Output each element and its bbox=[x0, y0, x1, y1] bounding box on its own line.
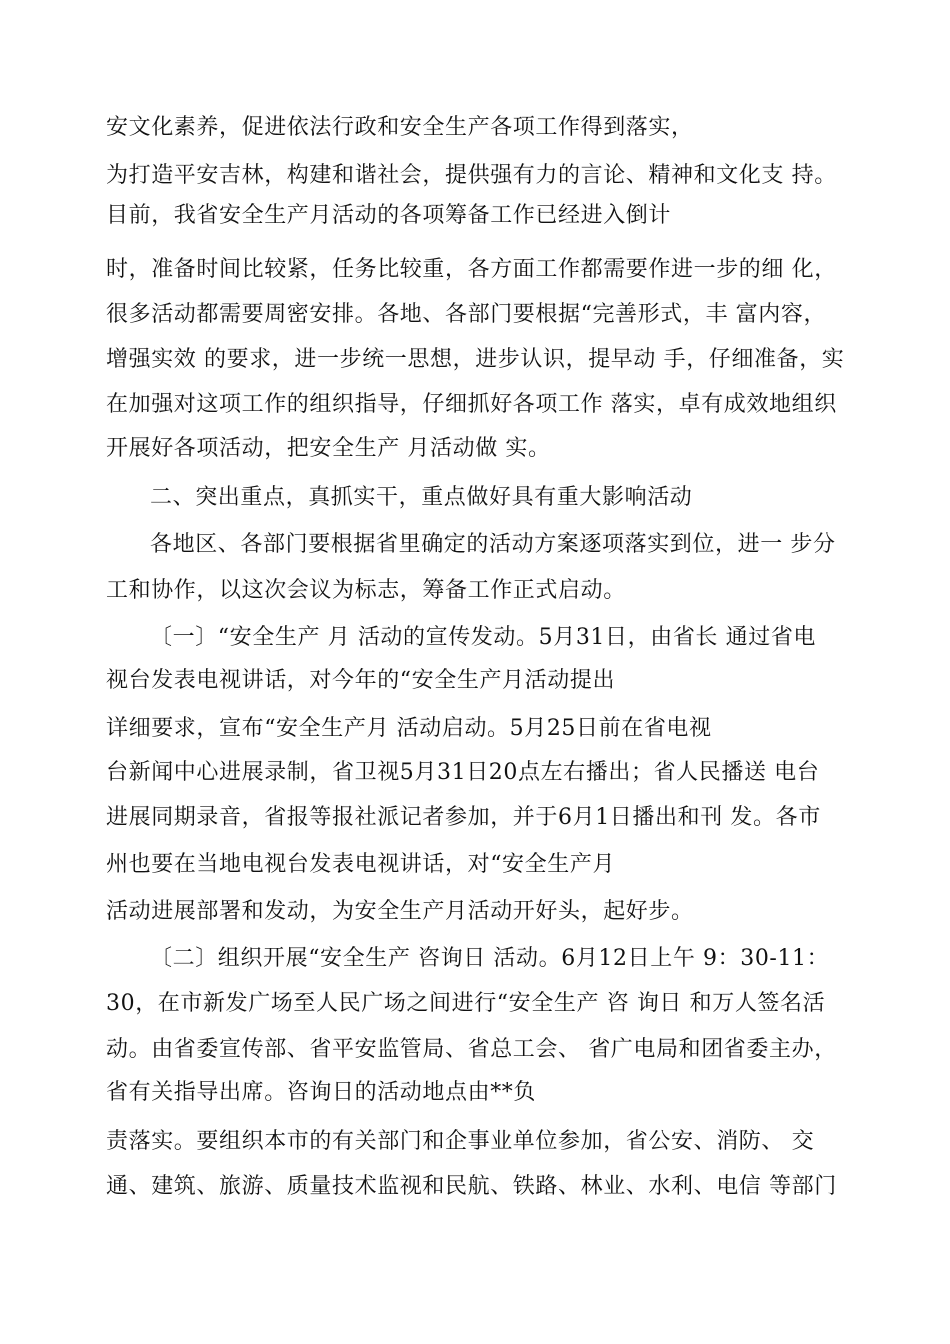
text-line: 活动进展部署和发动，为安全生产月活动开好头，起好步。 bbox=[106, 899, 694, 924]
text-line: 目前，我省安全生产月活动的各项筹备工作已经进入倒计 bbox=[106, 203, 672, 228]
text-line: 30，在市新发广场至人民广场之间进行“安全生产 咨 询日 和万人签名活 bbox=[106, 991, 826, 1016]
text-line: 进展同期录音，省报等报社派记者参加，并于6月1日播出和刊 发。各市 bbox=[106, 805, 821, 830]
text-line: 时，准备时间比较紧，任务比较重，各方面工作都需要作进一步的细 化， bbox=[106, 257, 837, 282]
text-line: 在加强对这项工作的组织指导，仔细抓好各项工作 落实，卓有成效地组织 bbox=[106, 392, 837, 417]
text-line: 省有关指导出席。咨询日的活动地点由**负 bbox=[106, 1080, 537, 1105]
section-heading: 二、突出重点，真抓实干，重点做好具有重大影响活动 bbox=[150, 485, 693, 510]
text-line: 详细要求，宣布“安全生产月 活动启动。5月25日前在省电视 bbox=[106, 716, 712, 741]
text-line: 增强实效 的要求，进一步统一思想，进步认识，提早动 手，仔细准备，实 bbox=[106, 347, 845, 372]
text-line: 州也要在当地电视台发表电视讲话，对“安全生产月 bbox=[106, 852, 616, 877]
text-line: 工和协作，以这次会议为标志，筹备工作正式启动。 bbox=[106, 578, 626, 603]
text-line: 很多活动都需要周密安排。各地、各部门要根据“完善形式，丰 富内容， bbox=[106, 302, 827, 327]
text-line: 责落实。要组织本市的有关部门和企事业单位参加，省公安、消防、 交 bbox=[106, 1129, 815, 1154]
text-line: 各地区、各部门要根据省里确定的活动方案逐项落实到位，进一 步分 bbox=[150, 532, 836, 557]
text-line: 动。由省委宣传部、省平安监管局、省总工会、 省广电局和团省委主办， bbox=[106, 1037, 837, 1062]
text-line: 视台发表电视讲话，对今年的“安全生产月活动提出 bbox=[106, 668, 616, 693]
text-line: 台新闻中心进展录制，省卫视5月31日20点左右播出；省人民播送 电台 bbox=[106, 760, 820, 785]
text-line: 〔一〕“安全生产 月 活动的宣传发动。5月31日，由省长 通过省电 bbox=[150, 625, 817, 650]
text-line: 〔二〕组织开展“安全生产 咨询日 活动。6月12日上午 9：30-11： bbox=[150, 946, 830, 971]
text-line: 通、建筑、旅游、质量技术监视和民航、铁路、林业、水利、电信 等部门 bbox=[106, 1174, 837, 1199]
text-line: 为打造平安吉林，构建和谐社会，提供强有力的言论、精神和文化支 持。 bbox=[106, 163, 837, 188]
text-line: 开展好各项活动，把安全生产 月活动做 实。 bbox=[106, 436, 551, 461]
text-line: 安文化素养，促进依法行政和安全生产各项工作得到落实， bbox=[106, 115, 694, 140]
